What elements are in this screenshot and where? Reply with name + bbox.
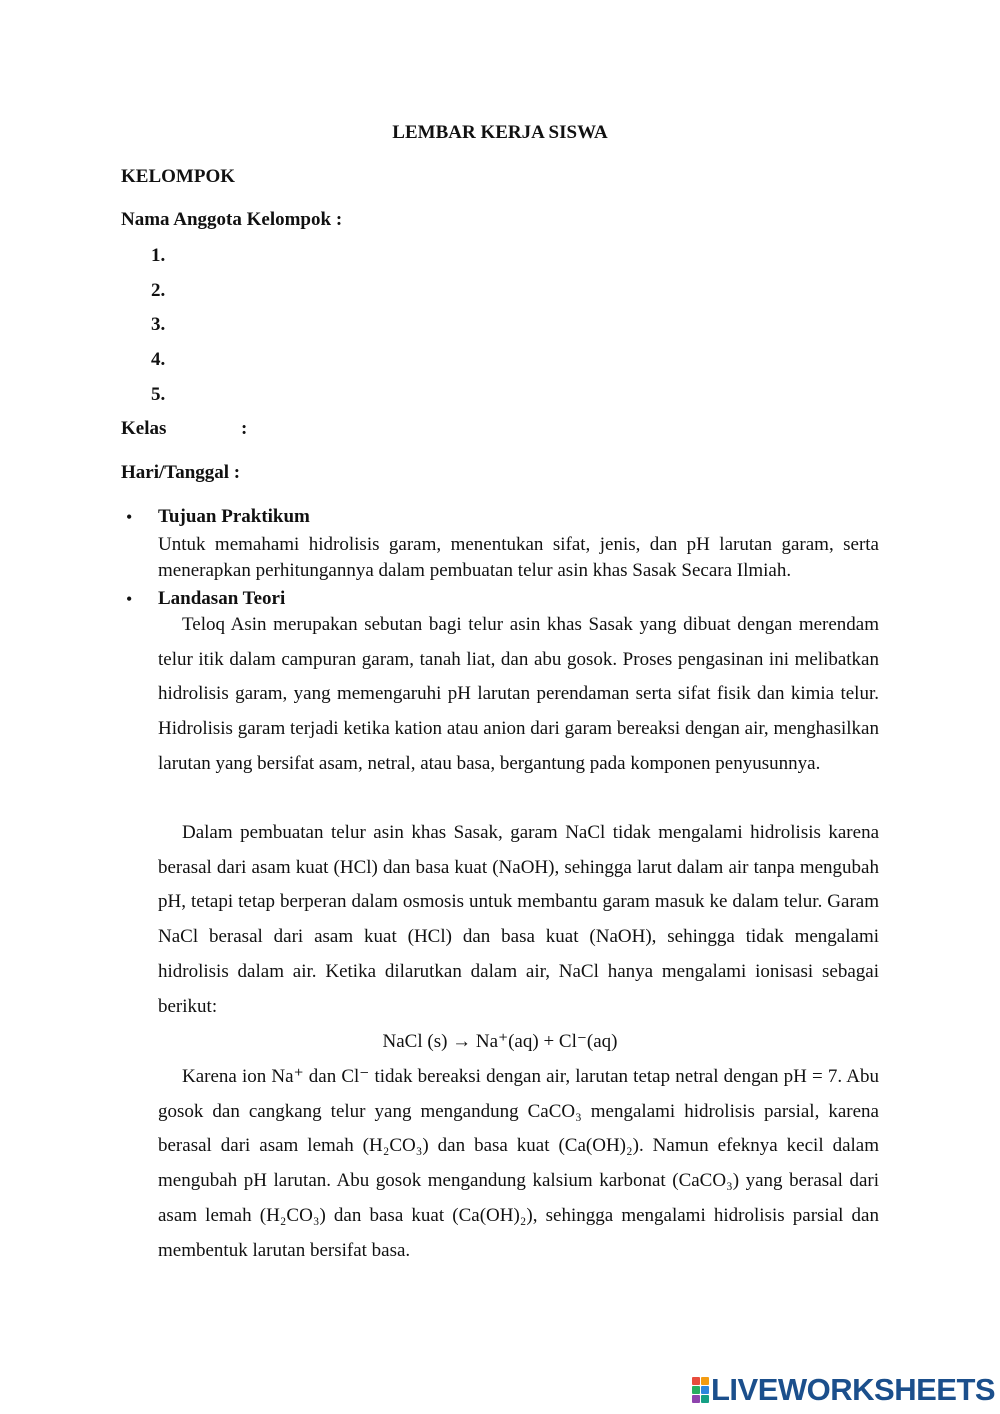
tujuan-text: Untuk memahami hidrolisis garam, menentukan sifat, jenis, dan pH larutan garam, serta menerapkan perhitungannya dalam pembuatan telur asin khas Sasak Secara Ilmiah. <box>158 534 879 581</box>
member-number-2: 2. <box>151 280 166 301</box>
landasan-heading: Landasan Teori <box>158 588 286 609</box>
logo-grid-icon <box>692 1377 709 1403</box>
member-number-5: 5. <box>151 384 166 405</box>
liveworksheets-logo <box>692 1373 995 1407</box>
class-label: Kelas <box>121 418 167 439</box>
bullet-landasan: • <box>126 589 133 609</box>
members-label: Nama Anggota Kelompok : <box>121 209 343 230</box>
landasan-paragraph-2: Dalam pembuatan telur asin khas Sasak, garam NaCl tidak mengalami hidrolisis karena berasal dari asam kuat (HCl) dan basa kuat (NaOH), sehingga larut dalam air tanpa mengubah pH, tetapi tetap berperan dalam osmosis untuk membantu garam masuk ke dalam telur. Garam NaCl berasal dari asam kuat (HCl) dan basa kuat (NaOH), sehingga tidak mengalami hidrolisis dalam air. Ketika dilarutkan dalam air, NaCl hanya mengalami ionisasi sebagai berikut: <box>158 822 879 1017</box>
ionization-equation: NaCl (s) → Na⁺(aq) + Cl⁻(aq) <box>382 1031 618 1052</box>
member-number-3: 3. <box>151 314 166 335</box>
page-title: LEMBAR KERJA SISWA <box>392 122 608 143</box>
tujuan-heading: Tujuan Praktikum <box>158 506 310 527</box>
date-label: Hari/Tanggal : <box>121 462 241 483</box>
bullet-tujuan: • <box>126 507 133 527</box>
group-label: KELOMPOK <box>121 166 235 187</box>
member-number-4: 4. <box>151 349 166 370</box>
member-number-1: 1. <box>151 245 166 266</box>
landasan-paragraph-1: Teloq Asin merupakan sebutan bagi telur asin khas Sasak yang dibuat dengan merendam telur itik dalam campuran garam, tanah liat, dan abu gosok. Proses pengasinan ini melibatkan hidrolisis garam, yang memengaruhi pH larutan perendaman serta sifat fisik dan kimia telur. Hidrolisis garam terjadi ketika kation atau anion dari garam bereaksi dengan air, menghasilkan larutan yang bersifat asam, netral, atau basa, bergantung pada komponen penyusunnya. <box>158 614 879 774</box>
landasan-paragraph-3: Karena ion Na⁺ dan Cl⁻ tidak bereaksi dengan air, larutan tetap netral dengan pH = 7. Abu gosok dan cangkang telur yang mengandung CaCO₃ mengalami hidrolisis parsial, karena berasal dari asam lemah (H₂CO₃) dan basa kuat (Ca(OH)₂). Namun efeknya kecil dalam mengubah pH larutan. Abu gosok mengandung kalsium karbonat (CaCO₃) yang berasal dari asam lemah (H₂CO₃) dan basa kuat (Ca(OH)₂), sehingga mengalami hidrolisis parsial dan membentuk larutan bersifat basa. <box>158 1066 879 1261</box>
class-colon: : <box>241 418 248 439</box>
logo-text: LIVEWORKSHEETS <box>711 1372 996 1407</box>
